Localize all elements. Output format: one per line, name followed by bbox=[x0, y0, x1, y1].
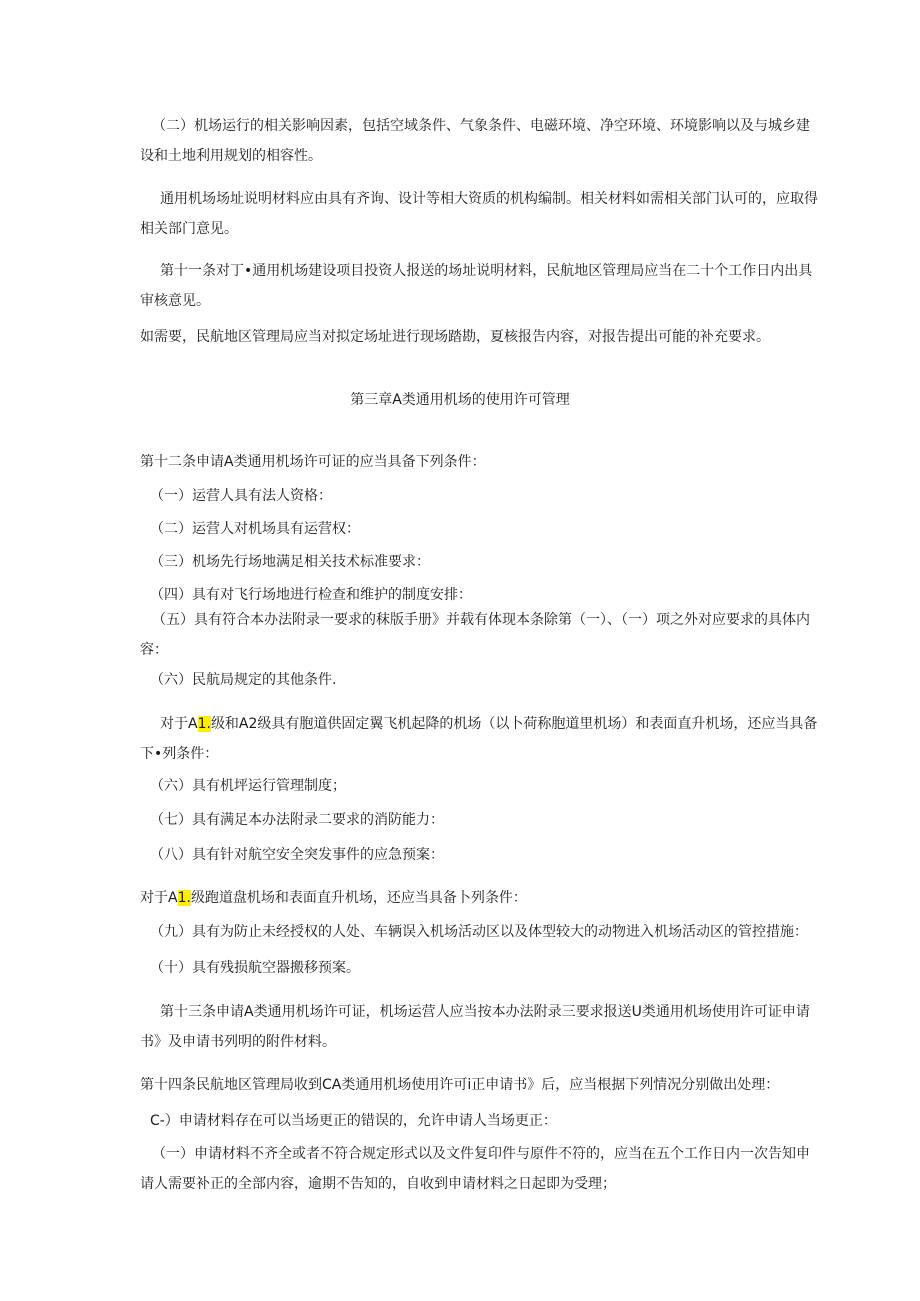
list-item-text: （三）机场先行场地满足相关技术标准要求： bbox=[150, 554, 430, 570]
paragraph-text: 对于A bbox=[140, 890, 178, 906]
list-item bbox=[150, 840, 444, 870]
paragraph-text: 级跑道盘机场和表面直升机场，还应当具备卜列条件： bbox=[190, 890, 527, 906]
list-item-text: （十）具有残损航空器搬移预案。 bbox=[150, 960, 360, 976]
paragraph-site-survey bbox=[140, 322, 770, 352]
list-item-text: （二）运营人对机场具有运营权： bbox=[150, 521, 360, 537]
list-item-text: （一）运营人具有法人资格： bbox=[150, 488, 332, 504]
list-item bbox=[150, 1106, 557, 1136]
list-item-text: （九）具有为防止未经授权的人处、车辆误入机场活动区以及体型较大的动物进入机场活动区的管控措施： bbox=[150, 924, 808, 940]
list-item bbox=[150, 805, 444, 835]
paragraph-text: 如需要，民航地区管理局应当对拟定场址进行现场踏勘，夏核报告内容，对报告提出可能的补充要求。 bbox=[140, 329, 770, 345]
chapter-title: 第三章A类通用机场的使用许可管理 bbox=[350, 392, 570, 408]
list-item-text: （五）具有符合本办法附录一要求的秣版手册》并载有体现本条除第（一）、（一）项之外对应要求的具体内容： bbox=[140, 612, 810, 658]
list-item-text: （六）民航局规定的其他条件. bbox=[150, 672, 337, 688]
paragraph-text: 第十四条民航地区管理局收到CA类通用机场使用许可i正申请书》后，应当根据下列情况分别做出处理： bbox=[140, 1077, 780, 1093]
list-item-text: （八）具有针对航空安全突发事件的应急预案： bbox=[150, 847, 444, 863]
paragraph-text: 第十三条申请A类通用机场许可证，机场运营人应当按本办法附录三要求报送U类通用机场使用许可证申请书》及申请书列明的附件材料。 bbox=[140, 1004, 810, 1050]
paragraph-article-13 bbox=[140, 997, 820, 1057]
list-item bbox=[150, 665, 336, 695]
paragraph-article-12 bbox=[140, 447, 486, 477]
list-item bbox=[140, 1139, 820, 1199]
list-item-text: C-）申请材料存在可以当场更正的错误的，允许申请人当场更正： bbox=[150, 1113, 557, 1129]
paragraph-text: （二）机场运行的相关影响因素，包括空域条件、气象条件、电磁环境、净空环境、环境影响以及与城乡建设和土地利用规划的相容性。 bbox=[140, 118, 810, 164]
highlighted-text: 1. bbox=[177, 890, 191, 906]
list-item bbox=[150, 771, 346, 801]
paragraph-text: 通用机场场址说明材料应由具有齐询、设计等相大资质的机构编制。相关材料如需相关部门认可的，应取得相关部门意见。 bbox=[140, 191, 818, 237]
list-item bbox=[150, 514, 360, 544]
paragraph-text: 对于A bbox=[160, 716, 198, 732]
list-item-text: （七）具有满足本办法附录二要求的消防能力： bbox=[150, 812, 444, 828]
chapter-heading bbox=[0, 385, 920, 415]
paragraph-text: 级和A2级具有胞道供固定翼飞机起降的机场（以卜荷称胞道里机场）和表面直升机场，还应当具备下•列条件： bbox=[140, 716, 818, 762]
paragraph-text: 第十二条申请A类通用机场许可证的应当具备下列条件： bbox=[140, 454, 486, 470]
list-item bbox=[150, 481, 332, 511]
list-item bbox=[150, 953, 360, 983]
paragraph-a1-a2-conditions bbox=[140, 709, 820, 769]
paragraph-text: 第十一条对丁•通用机场建设项目投资人报送的场址说明材料，民航地区管理局应当在二十个工作日内出具审核意见。 bbox=[140, 263, 813, 309]
list-item-text: （六）具有机坪运行管理制度； bbox=[150, 778, 346, 794]
list-item bbox=[150, 547, 430, 577]
paragraph-article-11 bbox=[140, 256, 820, 316]
list-item-text: （四）具有对飞行场地进行检查和维护的制度安排： bbox=[150, 587, 472, 603]
list-item bbox=[140, 605, 820, 665]
paragraph-site-materials bbox=[140, 184, 820, 244]
highlighted-text: 1. bbox=[197, 716, 211, 732]
list-item-text: （一）申请材料不齐全或者不符合规定形式以及文件复印件与原件不符的，应当在五个工作日内一次告知申请人需要补正的全部内容，逾期不告知的，自收到申请材料之日起即为受理； bbox=[140, 1146, 810, 1192]
list-item bbox=[150, 917, 808, 947]
paragraph-article-14 bbox=[140, 1070, 779, 1100]
paragraph-airport-factors bbox=[140, 111, 820, 171]
paragraph-a1-conditions bbox=[140, 883, 527, 913]
